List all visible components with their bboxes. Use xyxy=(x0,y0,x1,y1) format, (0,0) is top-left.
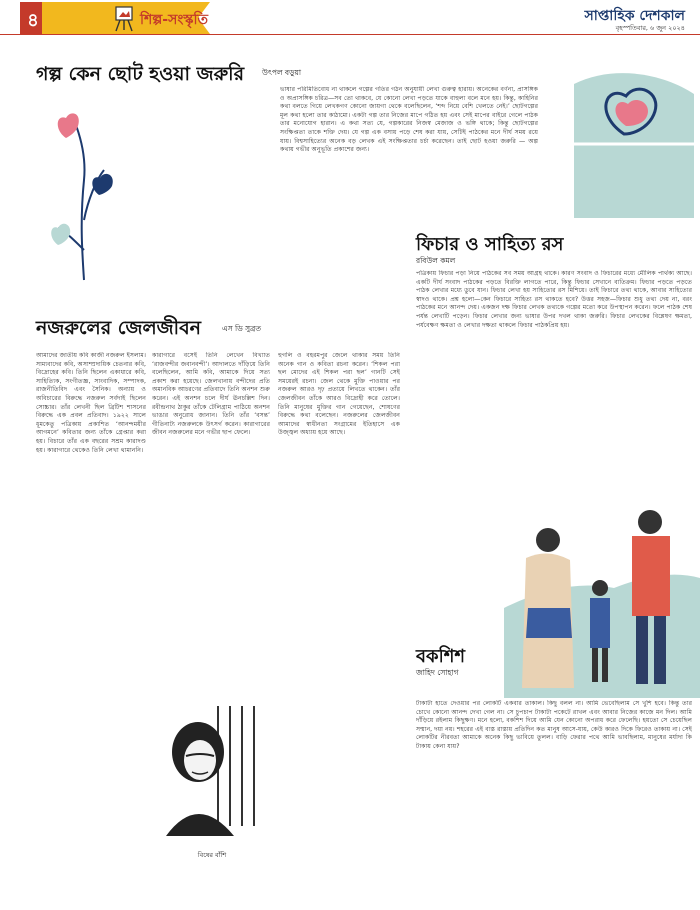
issue-date: বৃহস্পতিবার, ৬ জুন ২০২৪ xyxy=(615,24,685,32)
article-body-col3: হুগলি ও বহরমপুর জেলে থাকার সময় তিনি অনেক গান ও কবিতা রচনা করেন। ‘শিকল পরা ছল মোদের এই শিকল পরা ছল’ গানটি সেই সময়েরই রচনা। জেল থেকে মুক্তি পাওয়ার পর নজরুল আরও দৃঢ় প্রত্যয়ে লিখতে থাকেন। তাঁর জেলজীবন তাঁকে আরও বিদ্রোহী করে তোলে। তিনি মানুষের মুক্তির গান গেয়েছেন, শোষণের বিরুদ্ধে কথা বলেছেন। নজরুলের জেলজীবন আমাদের স্বাধীনতা সংগ্রামের ইতিহাসে এক উজ্জ্বল অধ্যায় হয়ে আছে। xyxy=(278,352,400,437)
article-author: জাহিদ সোহাগ xyxy=(416,668,459,677)
article-bokshish xyxy=(408,488,700,910)
article-author: রবিউল কমল xyxy=(416,256,456,265)
section-title: শিল্প-সংস্কৃতি xyxy=(140,12,208,28)
header-rule xyxy=(0,34,700,35)
hearts-illustration xyxy=(44,100,119,285)
article-title: গল্প কেন ছোট হওয়া জরুরি xyxy=(36,63,245,85)
page-number: ৪ xyxy=(27,10,39,31)
article-title: বকশিশ xyxy=(416,646,466,667)
article-author: এস ডি সুব্রত xyxy=(222,324,262,333)
family-illustration xyxy=(504,488,700,698)
article-body-col1: আমাদের জাতীয় কবি কাজী নজরুল ইসলাম। সাম্যবাদের কবি, অসাম্প্রদায়িক চেতনার কবি, বিদ্রোহের কবি। তিনি ছিলেন একাধারে কবি, সাহিত্যিক, সংগীতজ্ঞ, সাংবাদিক, সম্পাদক, রাজনীতিবিদ এবং সৈনিক। অন্যায় ও অবিচারের বিরুদ্ধে নজরুল সর্বদাই ছিলেন সোচ্চার। তাঁর লেখনী ছিল ব্রিটিশ শাসনের বিরুদ্ধে এক প্রবল প্রতিবাদ। ১৯২২ সালে ধূমকেতু পত্রিকায় প্রকাশিত ‘আনন্দময়ীর আগমনে’ কবিতার জন্য তাঁকে গ্রেপ্তার করা হয়। বিচারে তাঁর এক বছরের সশ্রম কারাদণ্ড হয়। কারাগারে থেকেও তিনি লেখা থামাননি। xyxy=(36,352,146,454)
article-body-col2: কারাগারে বসেই তিনি লেখেন বিখ্যাত ‘রাজবন্দীর জবানবন্দী’। আদালতে দাঁড়িয়ে তিনি বলেছিলেন, আমি কবি, আমাকে দিয়ে সত্য প্রকাশ করা হয়েছে। জেলখানায় বন্দীদের প্রতি অমানবিক আচরণের প্রতিবাদে তিনি অনশন শুরু করেন। এই অনশন চলে দীর্ঘ ঊনচল্লিশ দিন। রবীন্দ্রনাথ ঠাকুর তাঁকে টেলিগ্রাম পাঠিয়ে অনশন ভাঙার অনুরোধ জানান। তিনি তাঁর ‘বসন্ত’ গীতিনাট্য নজরুলকে উৎসর্গ করেন। কারাগারের জীবন নজরুলের মনে গভীর ছাপ ফেলে। xyxy=(152,352,270,437)
article-feature xyxy=(408,40,700,488)
easel-icon xyxy=(110,4,138,32)
article-body: ভাষার পরিমিতিবোধ না থাকলে গল্পের গতির গঠন অনুযায়ী লেখা গুরুত্ব হারায়। অনেকের বর্ণনা, প্রাসঙ্গিক ও অপ্রাসঙ্গিক চরিত্র—সব তো থাকবে, যে কোনো লেখা পড়তে যাকে বাহুল্য বলে মনে হয়। কিন্তু, কাহিনির কথা বলতে গিয়ে লেখকগণ কোনো জায়গা থেকে বলেছিলেন, ‘শব্দ নিয়ে বেশি খেলতে নেই।’ ছোটগল্পের মূল কথা হলো তার কাঠামো। একটা গল্প তার নিজের মাপে গঠিত হয় এবং সেই মাপের বাইরে গেলে পাঠক তার মনোযোগ হারান। এ কথা সত্য যে, গল্পকারের নিজস্ব মেজাজ ও ভঙ্গি থাকে; কিন্তু ছোটগল্পের সংক্ষিপ্ততা তাকে শক্তি দেয়। যে গল্প এক বসায় পড়ে শেষ করা যায়, সেটিই পাঠকের মনে দীর্ঘ সময় রয়ে যায়। বিশ্বসাহিত্যের অনেক বড় লেখক এই সংক্ষিপ্ততার চর্চা করেছেন। তাই ছোট হওয়া জরুরি — অল্প কথায় গভীর অনুভূতি প্রকাশের জন্য। xyxy=(280,86,538,154)
article-author: উৎপল বড়ুয়া xyxy=(262,68,302,77)
article-title: ফিচার ও সাহিত্য রস xyxy=(416,234,564,255)
page-header xyxy=(0,0,700,36)
nazrul-portrait-illustration xyxy=(156,696,268,846)
article-body: পত্রিকায় ফিচার পড়া নিয়ে পাঠকের সব সময় আগ্রহ থাকে। কারণ সংবাদ ও ফিচারের মধ্যে মৌলিক পার্থক্য আছে। একটি দীর্ঘ সংবাদ পাঠকের পড়তে বিরক্তি লাগতে পারে, কিন্তু ফিচার সেখানে ব্যতিক্রম। ফিচার পড়তে পড়তে পাঠক লেখার মধ্যে ডুবে যান। ফিচার লেখা হয় সাহিত্যের রস মিশিয়ে। তাই ফিচারে তথ্য থাকে, আবার সাহিত্যের স্বাদও থাকে। প্রশ্ন হলো—কেন ফিচারে সাহিত্য রস থাকতে হবে? উত্তর সহজ—ফিচার শুধু তথ্য দেয় না, বরং পাঠকের মনে আনন্দ দেয়। একজন দক্ষ ফিচার লেখক তথ্যকে গল্পের মতো করে উপস্থাপন করেন। ফলে পাঠক শেষ পর্যন্ত লেখাটি পড়েন। ফিচার লেখার জন্য ভাষার উপর দখল থাকা জরুরি। ফিচার লেখকের বিশ্লেষণ ক্ষমতা, পর্যবেক্ষণ ক্ষমতা ও লেখার দক্ষতা থাকলে ফিচার পাঠকপ্রিয় হয়। xyxy=(416,270,692,329)
article-nazrul-jail xyxy=(0,300,408,910)
heart-art-illustration xyxy=(554,44,700,218)
masthead: সাপ্তাহিক দেশকাল xyxy=(584,8,685,24)
portrait-caption: বিষের বাঁশি xyxy=(197,851,227,859)
article-body: টাকাটা হাতে দেওয়ার পর লোকটি একবার তাকাল। কিছু বলল না। আমি ভেবেছিলাম সে খুশি হবে। কিন্তু তার চোখে কোনো আনন্দ দেখা গেল না। সে চুপচাপ টাকাটা পকেটে রাখল এবং আবার নিজের কাজে মন দিল। আমি দাঁড়িয়ে রইলাম কিছুক্ষণ। মনে হলো, বকশিশ দিয়ে আমি যেন কোনো অপরাধ করে ফেলেছি। হয়তো সে চেয়েছিল সম্মান, দয়া নয়। শহরের এই ব্যস্ত রাস্তায় প্রতিদিন কত মানুষ আসে-যায়, কেউ কারও দিকে ফিরেও তাকায় না। সেই লোকটির নীরবতা আমাকে অনেক কিছু ভাবিয়ে তুলল। বাড়ি ফেরার পথে আমি ভাবছিলাম, মানুষের মর্যাদা কি টাকায় কেনা যায়? xyxy=(416,700,692,750)
article-title: নজরুলের জেলজীবন xyxy=(36,317,201,339)
